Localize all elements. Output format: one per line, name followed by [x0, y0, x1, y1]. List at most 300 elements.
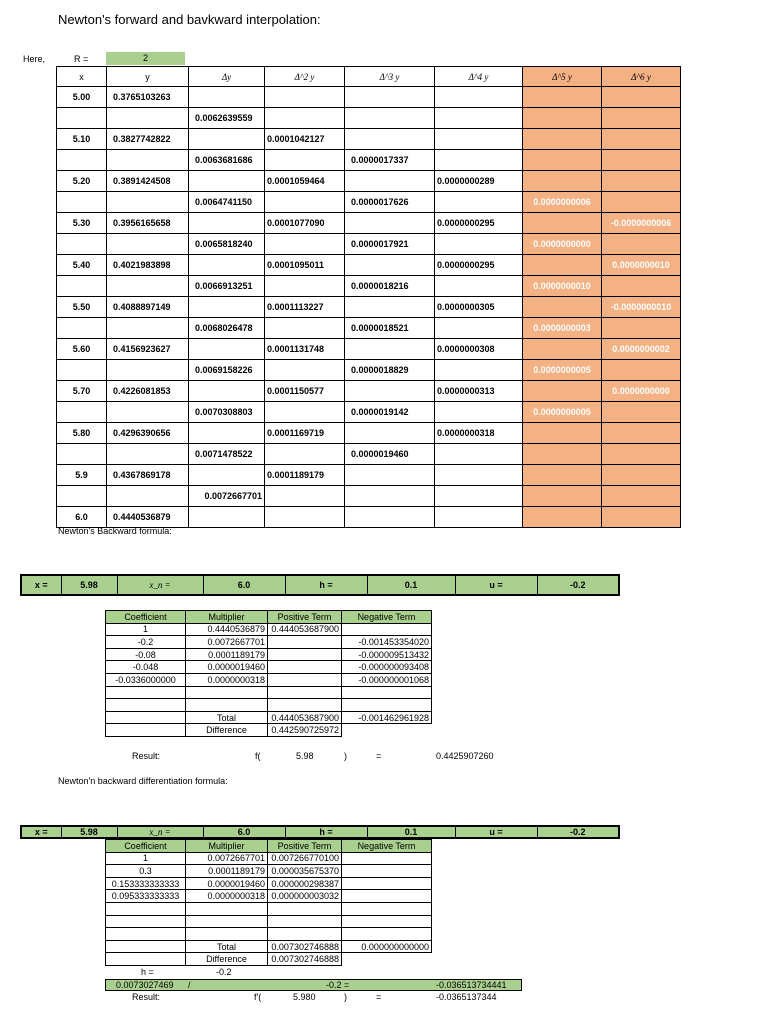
table-cell[interactable] [435, 507, 523, 528]
table-cell[interactable]: 0.0000000005 [523, 402, 602, 423]
column-header: Δ^6 y [602, 67, 681, 87]
table-row [57, 108, 681, 129]
table-cell[interactable]: 0.3765103263 [107, 87, 189, 108]
difference-value[interactable]: 0.007302746888 [268, 953, 342, 966]
result1-eq: = [376, 751, 382, 761]
coef-cell[interactable] [268, 661, 342, 674]
coef-cell[interactable]: 0.0000000318 [186, 673, 268, 686]
difference-row [106, 724, 432, 737]
table-cell[interactable] [602, 129, 681, 150]
table-cell[interactable] [602, 276, 681, 297]
table-cell[interactable] [345, 381, 435, 402]
coef-cell[interactable]: -0.0336000000 [106, 673, 186, 686]
coef-cell[interactable] [342, 902, 432, 915]
table-cell[interactable] [189, 297, 265, 318]
coef-cell[interactable]: 0.0000019460 [186, 661, 268, 674]
table-cell[interactable]: 5.30 [57, 213, 107, 234]
table-cell[interactable] [523, 87, 602, 108]
coef-cell[interactable]: 1 [106, 623, 186, 636]
table-cell[interactable]: 0.0000000005 [523, 360, 602, 381]
table-cell[interactable]: 0.0000000318 [435, 423, 523, 444]
table-cell[interactable] [57, 360, 107, 381]
table-cell[interactable] [189, 339, 265, 360]
table-cell[interactable] [265, 108, 345, 129]
coef-cell[interactable] [186, 699, 268, 712]
column-header: Δ^2 y [265, 67, 345, 87]
difference-value[interactable]: 0.442590725972 [268, 724, 342, 737]
difference-table [56, 66, 681, 528]
calc-slash: / [188, 980, 191, 990]
table-cell[interactable] [107, 108, 189, 129]
table-cell[interactable]: 0.0000000000 [602, 381, 681, 402]
table-cell[interactable] [602, 171, 681, 192]
coef-cell[interactable] [342, 623, 432, 636]
table-cell[interactable]: 5.40 [57, 255, 107, 276]
table-cell[interactable] [189, 423, 265, 444]
coef-cell[interactable]: 0.0001189179 [186, 648, 268, 661]
table-cell[interactable]: 0.0062639559 [189, 108, 265, 129]
result1-close: ) [344, 751, 347, 761]
coef-header-row [106, 611, 432, 624]
r-value-cell[interactable]: 2 [106, 52, 185, 65]
table-cell[interactable] [265, 360, 345, 381]
total-label: Total [186, 711, 268, 724]
table-cell[interactable] [57, 486, 107, 507]
table-cell[interactable]: 0.0000000010 [602, 255, 681, 276]
coef-cell[interactable] [342, 686, 432, 699]
coef-cell[interactable] [342, 915, 432, 928]
coef-cell[interactable]: -0.000000093408 [342, 661, 432, 674]
table-cell[interactable]: 0.0001059464 [265, 171, 345, 192]
table-cell[interactable] [57, 108, 107, 129]
total-negative[interactable]: -0.001462961928 [342, 711, 432, 724]
h-value-2[interactable]: 0.1 [367, 826, 455, 838]
table-cell[interactable] [345, 213, 435, 234]
table-cell[interactable] [345, 108, 435, 129]
table-cell[interactable]: 0.0072667701 [189, 486, 265, 507]
h-value[interactable]: 0.1 [367, 575, 455, 595]
difference-row [106, 953, 432, 966]
coef-cell[interactable]: 0.0072667701 [186, 852, 268, 865]
table-cell[interactable] [265, 486, 345, 507]
coef-cell[interactable]: 0.000000298387 [268, 877, 342, 890]
table-cell[interactable] [523, 129, 602, 150]
table-cell[interactable] [57, 444, 107, 465]
table-cell[interactable]: 0.0064741150 [189, 192, 265, 213]
coef-cell[interactable]: 0.3 [106, 865, 186, 878]
table-cell[interactable]: 0.0000018216 [345, 276, 435, 297]
coef-cell[interactable]: 1 [106, 852, 186, 865]
table-cell[interactable]: 0.0069158226 [189, 360, 265, 381]
table-cell[interactable] [435, 465, 523, 486]
table-cell[interactable]: -0.0000000010 [602, 297, 681, 318]
table-cell[interactable] [523, 150, 602, 171]
total-negative[interactable]: 0.000000000000 [342, 940, 432, 953]
table-cell[interactable] [265, 318, 345, 339]
result2-f-open: f'( [254, 992, 262, 1002]
coef-header: Positive Term [268, 611, 342, 624]
table-cell[interactable]: 0.0000000289 [435, 171, 523, 192]
coef-cell[interactable] [106, 699, 186, 712]
table-cell[interactable] [265, 87, 345, 108]
table-cell[interactable] [602, 486, 681, 507]
coef-cell[interactable] [268, 648, 342, 661]
coef-cell[interactable]: 0.153333333333 [106, 877, 186, 890]
table-cell[interactable] [523, 444, 602, 465]
table-cell[interactable] [602, 465, 681, 486]
h-label: h = [285, 575, 367, 595]
table-cell[interactable]: 6.0 [57, 507, 107, 528]
coef-cell[interactable] [342, 928, 432, 941]
table-cell[interactable] [345, 255, 435, 276]
blank-cell [342, 724, 432, 737]
table-cell[interactable]: 0.0070308803 [189, 402, 265, 423]
table-cell[interactable] [189, 465, 265, 486]
h-row-value: -0.2 [216, 967, 232, 977]
table-cell[interactable] [523, 255, 602, 276]
table-cell[interactable] [345, 486, 435, 507]
table-cell[interactable] [602, 234, 681, 255]
table-cell[interactable]: 0.0000000313 [435, 381, 523, 402]
table-cell[interactable] [435, 192, 523, 213]
coefficient-table-1 [105, 610, 432, 737]
table-cell[interactable] [265, 402, 345, 423]
table-cell[interactable] [602, 108, 681, 129]
table-cell[interactable] [57, 276, 107, 297]
table-cell[interactable] [189, 213, 265, 234]
table-cell[interactable] [602, 192, 681, 213]
table-cell[interactable] [435, 108, 523, 129]
table-cell[interactable] [57, 234, 107, 255]
table-cell[interactable]: 0.0001095011 [265, 255, 345, 276]
result2-close: ) [344, 992, 347, 1002]
table-cell[interactable]: 0.0000000006 [523, 192, 602, 213]
table-cell[interactable] [345, 129, 435, 150]
table-cell[interactable] [107, 402, 189, 423]
table-cell[interactable] [523, 381, 602, 402]
coef-cell[interactable] [186, 915, 268, 928]
coef-cell[interactable]: -0.2 [106, 636, 186, 649]
u-value[interactable]: -0.2 [537, 575, 619, 595]
coef-cell[interactable]: 0.444053687900 [268, 623, 342, 636]
table-cell[interactable]: 0.3827742822 [107, 129, 189, 150]
table-cell[interactable] [523, 339, 602, 360]
table-cell[interactable]: 0.0000018829 [345, 360, 435, 381]
coef-cell[interactable]: 0.0001189179 [186, 865, 268, 878]
table-cell[interactable]: 0.0000000295 [435, 213, 523, 234]
table-cell[interactable] [265, 150, 345, 171]
table-cell[interactable]: 0.0068026478 [189, 318, 265, 339]
coef-cell[interactable] [342, 699, 432, 712]
table-row [57, 276, 681, 297]
coef-cell[interactable] [342, 852, 432, 865]
table-cell[interactable] [435, 402, 523, 423]
coef-cell[interactable] [106, 902, 186, 915]
table-cell[interactable]: 5.70 [57, 381, 107, 402]
xn-label-2: x_n = [117, 826, 203, 838]
table-cell[interactable]: 5.9 [57, 465, 107, 486]
table-cell[interactable] [602, 402, 681, 423]
column-header: Δy [189, 67, 265, 87]
table-cell[interactable] [57, 318, 107, 339]
table-cell[interactable] [107, 192, 189, 213]
coef-cell[interactable] [268, 673, 342, 686]
coef-cell[interactable]: 0.095333333333 [106, 890, 186, 903]
coef-cell[interactable] [186, 902, 268, 915]
table-cell[interactable]: 0.4367869178 [107, 465, 189, 486]
table-cell[interactable]: 0.0001077090 [265, 213, 345, 234]
table-cell[interactable]: 0.0066913251 [189, 276, 265, 297]
backward-formula-label: Newton's Backward formula: [58, 526, 172, 536]
table-cell[interactable]: 0.0000000010 [523, 276, 602, 297]
table-cell[interactable]: -0.0000000006 [602, 213, 681, 234]
coef-cell[interactable]: -0.048 [106, 661, 186, 674]
coef-row [106, 928, 432, 941]
h-row-label: h = [141, 967, 154, 977]
table-cell[interactable] [523, 213, 602, 234]
table-cell[interactable] [107, 318, 189, 339]
table-row [57, 129, 681, 150]
table-cell[interactable]: 0.0000017626 [345, 192, 435, 213]
result1-value: 0.4425907260 [436, 751, 494, 761]
column-header: Δ^5 y [523, 67, 602, 87]
coef-cell[interactable] [268, 928, 342, 941]
table-cell[interactable] [345, 297, 435, 318]
table-cell[interactable]: 0.0001113227 [265, 297, 345, 318]
table-cell[interactable] [602, 87, 681, 108]
total-row [106, 711, 432, 724]
table-cell[interactable] [435, 129, 523, 150]
table-cell[interactable] [523, 423, 602, 444]
coef-row [106, 865, 432, 878]
table-cell[interactable]: 0.0001042127 [265, 129, 345, 150]
table-cell[interactable]: 0.4088897149 [107, 297, 189, 318]
table-cell[interactable] [57, 402, 107, 423]
table-cell[interactable] [107, 360, 189, 381]
table-cell[interactable] [57, 192, 107, 213]
table-cell[interactable]: 0.3956165658 [107, 213, 189, 234]
table-cell[interactable] [345, 171, 435, 192]
table-cell[interactable]: 5.10 [57, 129, 107, 150]
table-cell[interactable] [189, 507, 265, 528]
coef-cell[interactable] [186, 686, 268, 699]
table-cell[interactable] [265, 507, 345, 528]
total-positive[interactable]: 0.007302746888 [268, 940, 342, 953]
table-cell[interactable] [523, 486, 602, 507]
coef-header: Multiplier [186, 611, 268, 624]
table-cell[interactable] [523, 171, 602, 192]
total-label: Total [186, 940, 268, 953]
coef-cell[interactable]: 0.007266770100 [268, 852, 342, 865]
coef-cell[interactable]: 0.0000000318 [186, 890, 268, 903]
table-cell[interactable]: 0.4021983898 [107, 255, 189, 276]
table-cell[interactable] [265, 234, 345, 255]
table-row [57, 507, 681, 528]
column-header: Δ^4 y [435, 67, 523, 87]
calc-b: -0.2 = [326, 980, 350, 990]
table-cell[interactable]: 0.4226081853 [107, 381, 189, 402]
column-header: y [107, 67, 189, 87]
coef-cell[interactable] [106, 928, 186, 941]
table-cell[interactable] [189, 381, 265, 402]
table-cell[interactable]: 5.50 [57, 297, 107, 318]
table-cell[interactable] [435, 276, 523, 297]
table-row [57, 297, 681, 318]
table-row [57, 402, 681, 423]
coef-row [106, 673, 432, 686]
table-cell[interactable] [435, 150, 523, 171]
coef-cell[interactable]: 0.000035675370 [268, 865, 342, 878]
table-cell[interactable] [602, 444, 681, 465]
coef-cell[interactable] [106, 686, 186, 699]
coef-header: Coefficient [106, 840, 186, 853]
table-cell[interactable] [107, 486, 189, 507]
coef-cell[interactable] [268, 686, 342, 699]
table-row [57, 423, 681, 444]
table-cell[interactable] [345, 87, 435, 108]
table-cell[interactable] [107, 276, 189, 297]
table-cell[interactable]: 5.80 [57, 423, 107, 444]
coef-cell[interactable] [106, 915, 186, 928]
coef-row [106, 890, 432, 903]
table-cell[interactable]: 5.60 [57, 339, 107, 360]
table-row [57, 255, 681, 276]
table-cell[interactable] [345, 423, 435, 444]
total-row [106, 940, 432, 953]
table-cell[interactable]: 0.3891424508 [107, 171, 189, 192]
table-cell[interactable]: 0.0000000002 [602, 339, 681, 360]
coef-cell[interactable] [268, 915, 342, 928]
table-cell[interactable] [107, 234, 189, 255]
table-cell[interactable] [345, 507, 435, 528]
table-cell[interactable] [189, 87, 265, 108]
table-row [57, 444, 681, 465]
result2-x: 5.980 [293, 992, 316, 1002]
table-row [57, 339, 681, 360]
table-cell[interactable]: 0.0000017337 [345, 150, 435, 171]
coef-cell[interactable]: -0.000000001068 [342, 673, 432, 686]
table-cell[interactable] [189, 129, 265, 150]
table-cell[interactable]: 0.0000018521 [345, 318, 435, 339]
total-positive[interactable]: 0.444053687900 [268, 711, 342, 724]
table-cell[interactable] [189, 171, 265, 192]
table-cell[interactable] [107, 444, 189, 465]
coef-row [106, 877, 432, 890]
coef-cell[interactable] [268, 636, 342, 649]
table-cell[interactable] [265, 192, 345, 213]
table-cell[interactable] [523, 297, 602, 318]
table-cell[interactable]: 0.4440536879 [107, 507, 189, 528]
table-cell[interactable] [602, 318, 681, 339]
coef-cell[interactable] [342, 890, 432, 903]
table-cell[interactable] [602, 150, 681, 171]
table-cell[interactable] [523, 507, 602, 528]
table-cell[interactable]: 5.20 [57, 171, 107, 192]
coef-cell[interactable] [186, 928, 268, 941]
table-cell[interactable] [435, 444, 523, 465]
table-cell[interactable]: 0.4156923627 [107, 339, 189, 360]
coef-cell[interactable] [342, 865, 432, 878]
table-cell[interactable]: 0.0000019460 [345, 444, 435, 465]
blank-cell [342, 953, 432, 966]
coefficient-table-2 [105, 839, 432, 966]
r-label: R = [74, 54, 89, 64]
table-cell[interactable]: 0.0000000003 [523, 318, 602, 339]
table-cell[interactable] [265, 444, 345, 465]
table-cell[interactable] [265, 276, 345, 297]
table-cell[interactable]: 0.0001169719 [265, 423, 345, 444]
table-cell[interactable] [345, 465, 435, 486]
coef-cell[interactable] [342, 877, 432, 890]
table-row [57, 465, 681, 486]
u-value-2[interactable]: -0.2 [537, 826, 619, 838]
table-cell[interactable]: 0.0065818240 [189, 234, 265, 255]
table-cell[interactable] [189, 255, 265, 276]
table-cell[interactable]: 0.0001189179 [265, 465, 345, 486]
x-value[interactable]: 5.98 [61, 575, 117, 595]
u-label-2: u = [455, 826, 537, 838]
table-cell[interactable] [57, 150, 107, 171]
table-cell[interactable]: 0.0001150577 [265, 381, 345, 402]
table-cell[interactable]: 0.0000000308 [435, 339, 523, 360]
table-cell[interactable]: 0.4296390656 [107, 423, 189, 444]
table-cell[interactable] [107, 150, 189, 171]
table-cell[interactable] [435, 318, 523, 339]
table-cell[interactable] [523, 108, 602, 129]
calc-c: -0.036513734441 [436, 980, 507, 990]
table-cell[interactable]: 0.0000017921 [345, 234, 435, 255]
h-label-2: h = [285, 826, 367, 838]
coef-cell[interactable]: 0.000000003032 [268, 890, 342, 903]
x-label-2: x = [21, 826, 61, 838]
table-row [57, 192, 681, 213]
table-cell[interactable]: 0.0001131748 [265, 339, 345, 360]
coef-cell[interactable]: -0.001453354020 [342, 636, 432, 649]
coef-cell[interactable]: 0.4440536879 [186, 623, 268, 636]
coef-header: Negative Term [342, 840, 432, 853]
table-cell[interactable]: 0.0000019142 [345, 402, 435, 423]
xn-value-2[interactable]: 6.0 [203, 826, 285, 838]
u-label: u = [455, 575, 537, 595]
coef-cell[interactable] [268, 699, 342, 712]
table-cell[interactable] [345, 339, 435, 360]
table-cell[interactable]: 5.00 [57, 87, 107, 108]
coef-cell[interactable]: 0.0000019460 [186, 877, 268, 890]
table-row [57, 360, 681, 381]
table-cell[interactable] [435, 486, 523, 507]
x-value-2[interactable]: 5.98 [61, 826, 117, 838]
table-cell[interactable] [435, 87, 523, 108]
coef-cell[interactable]: -0.000009513432 [342, 648, 432, 661]
table-cell[interactable] [602, 423, 681, 444]
xn-value[interactable]: 6.0 [203, 575, 285, 595]
coef-cell[interactable]: 0.0072667701 [186, 636, 268, 649]
table-cell[interactable] [435, 234, 523, 255]
table-cell[interactable]: 0.0000000305 [435, 297, 523, 318]
table-cell[interactable]: 0.0071478522 [189, 444, 265, 465]
table-cell[interactable]: 0.0000000295 [435, 255, 523, 276]
coef-row [106, 623, 432, 636]
table-cell[interactable] [435, 360, 523, 381]
coef-row [106, 686, 432, 699]
coef-cell[interactable] [268, 902, 342, 915]
table-cell[interactable] [602, 360, 681, 381]
coef-cell[interactable]: -0.08 [106, 648, 186, 661]
table-cell[interactable] [523, 465, 602, 486]
table-cell[interactable]: 0.0063681686 [189, 150, 265, 171]
table-cell[interactable]: 0.0000000000 [523, 234, 602, 255]
table-cell[interactable] [602, 507, 681, 528]
